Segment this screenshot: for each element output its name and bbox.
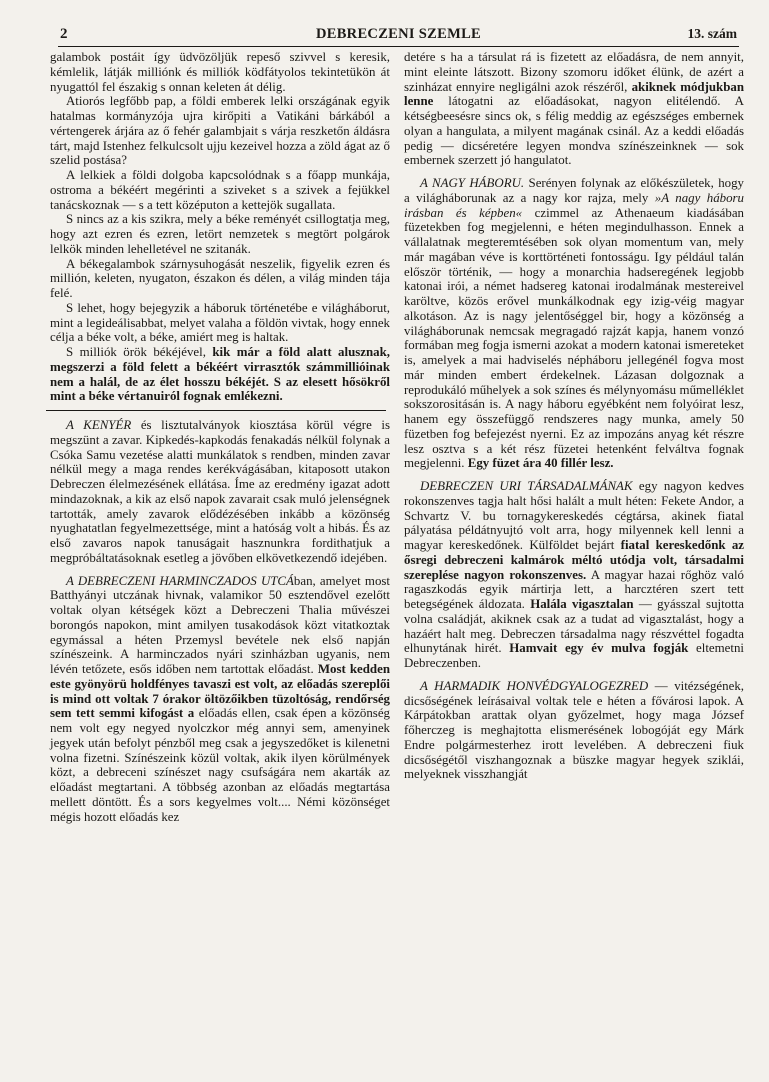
text-run: és lisztutalványok kiosztása körül végre is megszünt a zavar. Kipkedés-kapkodás fenakadás nélkül folynak a Csóka Samu vezetése alatti munkálatok s rendben, minden zavar nélkül megy a maga rendes kerékvágásában, kitaposott utakon Debreczen élelmezésének ellátása. Íme az eredmény igazat adott mindazoknak, a kik az első napok zavarait csak muló jelenségnek tartották, amely zavarok elődézésében inkább a közönség nyughatatlan fegyelmezettsége, mint a hatóság volt a hibás. És az első zavaros napok tanuságait hasznunkra fordithatjuk a megpróbáltatásoknak esetleg a jövőben elkövetkezendő idejében. (50, 418, 390, 565)
text-run: A magyar hazai rőghöz való ragaszkodás egyik mártirja lett, a harcztéren szert tett betegségének áldozata. (404, 567, 744, 611)
bold-run: Egy füzet ára 40 fillér lesz. (467, 456, 614, 471)
text-run: S milliók örök békéjével, (66, 345, 213, 359)
issue-number: 13. szám (687, 26, 737, 41)
page-number: 2 (60, 26, 68, 42)
paragraph: S lehet, hogy bejegyzik a háboruk történetébe e világháborut, mint a legideálisabbat, melyet valaha a földön vivtak, hogy ennek célja a béke volt, a béke, amiért meg is haltak. (50, 300, 390, 345)
paragraph (50, 345, 390, 404)
journal-title: DEBRECZENI SZEMLE (315, 26, 482, 42)
spacer (404, 168, 744, 176)
bold-run: Most kedden este gyönyörü holdfényes tavaszi est volt, az előadás szereplői is mind ott voltak 7 órakor öltözőikben tüzoltóság, rendőrség sem tett semmi kifogást a (50, 662, 390, 721)
text-run: — gyásszal sujtotta volna családját, akiknek csak az a tudat ad vigasztalást, hogy a hazáért halt meg. Debreczen társadalma nagy részvéttel fogadta elhunytának hirét. (404, 597, 745, 656)
text-run: egy nagyon kedves rokonszenves tagja halt hősi halált a mult héten: Fekete Andor, a Schvartz V. bu tornagykereskedés cégtársa, akinek fiatal pályatása példátnyujtó volt arra, hogy milyennek kell lenni a magyar kereskedőnek. Külföldet bejárt (404, 479, 744, 552)
article-nagy-haboru (404, 176, 744, 471)
quoted-title: »A nagy háboru irásban és képben« (404, 190, 744, 220)
spacer (404, 471, 744, 479)
paragraph: A békegalambok szárnysuhogását neszelik, figyelik ezren és millión, keleten, nyugaton, északon és délen, a világ minden tája felé. (50, 256, 390, 300)
article-lead: A HARMADIK HONVÉDGYALOGEZRED (420, 678, 649, 693)
text-run: látogatni az előadásokat, nagyon elitélendő. A kétségbeesésre sincs ok, s félig meddig az egészséges embernek olyan a hangulata, a milyent magának csinál. Az a keddi előadás pedig — dicséretére legyen mondva színészeinknek — sok embernek szerzett jó hangulatot. (404, 94, 744, 168)
bold-run: akiknek módjukban lenne (404, 79, 745, 109)
paragraph: S nincs az a kis szikra, mely a béke reményét csillogtatja meg, hogy azt ezren és ezren, letört nemzetek s megtört polgárok lelkök minden lehelletével ne szitanák. (50, 212, 390, 256)
page-header (58, 24, 739, 47)
paragraph: Atiorós legfőbb pap, a földi emberek lelki országának egyik hatalmas kormányzója ujra kirőpiti a Vatikáni bárkából a vértengerek árjára az ő fehér galambjait s várja reszketőn áldásra tárt, majd Istenhez felkulcsolt ujju kezeivel hozza a zöld ágat az ő szelid postása? (50, 94, 390, 168)
spacer (50, 566, 390, 574)
section-divider (46, 410, 386, 411)
article-lead: A NAGY HÁBORU. (420, 176, 525, 190)
bold-run: kik már a föld alatt alusznak, megszerzi a föld felett a békéért virrasztók számmillióinak nem a halál, de az élet hosszu békéjét. S az elesett hősökről mint a béke vértanuiról fognak emlékezni. (50, 345, 391, 404)
paragraph (404, 50, 744, 168)
text-run: — vitézségének, dicsőségének leírásaival voltak tele e héten a fővárosi lapok. A Kárpátokban arattak olyan győzelmet, hogy maga József főherczeg is meghajtotta elismerésének lobogóját egy Márk Endre polgármesterhez irott levelében. A debreczeni fiuk dicsőségétől viszhangoznak a büszke magyar hegyek sziklái, melyeknek visszhangját (404, 678, 744, 782)
right-column (404, 50, 744, 782)
spacer (404, 671, 744, 679)
article-lead: A DEBRECZENI HARMINCZADOS UTCÁ (66, 573, 294, 588)
article-uri-tarsadalom (404, 479, 744, 671)
text-run: eltemetni Debreczenben. (404, 641, 744, 670)
text-run: előadás ellen, csak épen a közönség nem volt egy negyed nyolczkor még annyi sem, amenyinek jegyek után befolyt pénzből meg csak a jegyszedőket is kilenetni volna fizetni. Színészeink közül voltak, akik ilyen körülmények közt, a debreceni színészet nagy csufságára nem akarták az előadást megtartani. A többség azonban az előadás megtartása mellett döntött. És a sors kegyelmes volt.... Némi közönséget mégis hozott előadás kez (50, 706, 390, 824)
bold-run: Halála vigasztalan (530, 597, 634, 611)
text-run: detére s ha a társulat rá is fizetett az előadásra, de nem annyit, mint eleinte látszott. Bizony szomoru időket élünk, de azért a szinházat ennyire negligálni azok részéről, (404, 50, 744, 94)
left-column (50, 50, 390, 824)
bold-run: Hamvait egy év mulva fogják (509, 641, 689, 656)
article-honved (404, 679, 744, 782)
article-kenyer (50, 418, 390, 566)
bold-run: fiatal kereskedőnk az ősregi debreczeni kalmárok méltó utódja volt, társadalmi szereplése nagyon rokonszenves. (404, 538, 744, 582)
paragraph: A lelkiek a földi dolgoba kapcsolódnak s a főapp munkája, ostroma a békéért megérinti a sziveket s a szivek a fejükkel tanácskoznak — s a tett középuton a kettejök sugallata. (50, 168, 390, 212)
text-run: ban, amelyet most Batthyányi utczának hivnak, valamikor 50 esztendővel ezelőtt voltak olyan kétségek közt a Debreczeni Thalia művészei borongós napokon, mint amilyen tusakodások közt vitatkoztak egymással a héten Przemysl bevétele nek első napján színészeink. A harminczados nyári szinházban ugyanis, nem lévén tetőzete, esős időben nem tartottak előadást. (50, 573, 390, 676)
paragraph: galambok postáit így üdvözöljük repeső szivvel s keresik, kémlelik, látják milliónk és milliók ködfátyolos tekintetükön át nyugattól fel északig s onnan keleten át délig. (50, 50, 390, 94)
text-run: Serényen folynak az előkészületek, hogy a világháborunak az a nagy kor rajza, mely (404, 176, 744, 205)
article-lead: A KENYÉR (66, 418, 132, 432)
article-harminczados (50, 574, 390, 825)
text-run: czimmel az Athenaeum kiadásában füzetekben fog megjelenni, e héten megindulhasson. Ennek a vállalatnak megteremtésében sok olyan momentum van, mely már magában véve is korttörténeti fontosságu. Igy például talán először történik, — hogy a monarchia hadseregének legjobb katonai irói, a német hadsereg katonai irodalmának mestereivel karöltve, közös erővel munkálkodnak egy izig-véig magyar alkotáson. Az is nagy jelentőséggel bir, hogy a közönség a világháborunak nemcsak megragadó rajzát kapja, hanem vonzó formában meg fogja ismerni azokat a modern katonai ismereteket is, amelyek a mai hadviselés népháboru jellegénél fogva most már minden embert érdekelnek. Lázasan dolgoznak a reprodukáló műhelyek a sok színes és mélynyomásu műmelléklet sokszorositásán is. A nagy háboru egyébként nem folyóirat lesz, hanem egy összefüggő rendszeres nagy munka, amely 50 füzetben fog befejezést nyerni. Ez az impozáns anyag két részre lesz osztva s a két rész füzetei hetenként felváltva fognak megjelenni. (404, 205, 744, 471)
article-lead: DEBRECZEN URI TÁRSADALMÁNAK (420, 479, 633, 493)
